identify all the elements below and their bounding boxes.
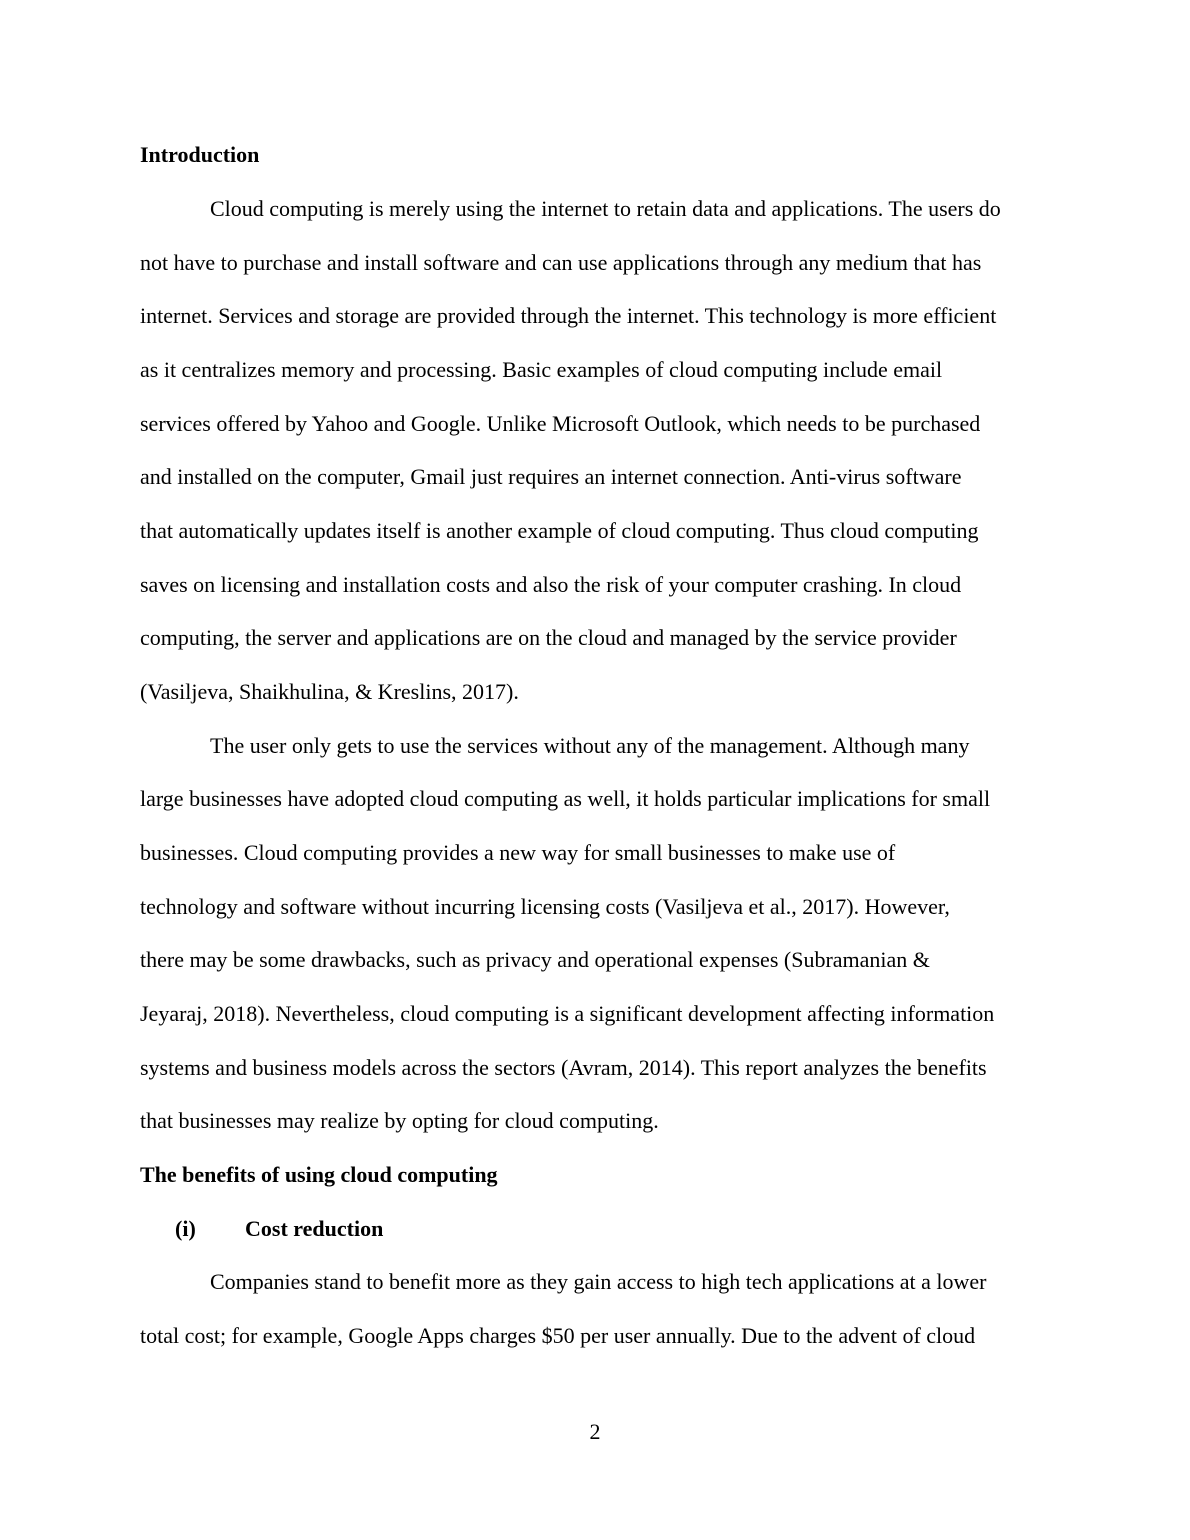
paragraph-line: there may be some drawbacks, such as privacy and operational expenses (Subramanian & [140, 947, 930, 972]
paragraph-line: (Vasiljeva, Shaikhulina, & Kreslins, 2017). [140, 679, 519, 704]
subheading-cost-reduction: Cost reduction [245, 1216, 384, 1241]
paragraph-line: The user only gets to use the services without any of the management. Although many [210, 733, 970, 758]
paragraph-line: systems and business models across the sectors (Avram, 2014). This report analyzes the benefits [140, 1055, 987, 1080]
paragraph-line: computing, the server and applications are on the cloud and managed by the service provider [140, 625, 957, 650]
paragraph-line: and installed on the computer, Gmail just requires an internet connection. Anti-virus software [140, 464, 962, 489]
paragraph-line: that automatically updates itself is another example of cloud computing. Thus cloud computing [140, 518, 979, 543]
subheading-number: (i) [175, 1216, 196, 1241]
heading-benefits: The benefits of using cloud computing [140, 1162, 498, 1187]
paragraph-line: services offered by Yahoo and Google. Unlike Microsoft Outlook, which needs to be purchased [140, 411, 981, 436]
paragraph-line: Jeyaraj, 2018). Nevertheless, cloud computing is a significant development affecting information [140, 1001, 995, 1026]
paragraph-line: internet. Services and storage are provided through the internet. This technology is more efficient [140, 303, 997, 328]
paragraph-line: not have to purchase and install software and can use applications through any medium that has [140, 250, 982, 275]
paragraph-line: total cost; for example, Google Apps charges $50 per user annually. Due to the advent of cloud [140, 1323, 976, 1348]
paragraph-line: as it centralizes memory and processing. Basic examples of cloud computing include email [140, 357, 943, 382]
paragraph-line: saves on licensing and installation costs and also the risk of your computer crashing. In cloud [140, 572, 962, 597]
paragraph-line: large businesses have adopted cloud computing as well, it holds particular implications for small [140, 786, 991, 811]
paragraph-line: Cloud computing is merely using the internet to retain data and applications. The users do [210, 196, 1001, 221]
heading-introduction: Introduction [140, 142, 260, 167]
paragraph-line: that businesses may realize by opting for cloud computing. [140, 1108, 659, 1133]
paragraph-line: businesses. Cloud computing provides a new way for small businesses to make use of [140, 840, 896, 865]
page-number: 2 [589, 1419, 601, 1444]
paragraph-line: Companies stand to benefit more as they gain access to high tech applications at a lower [210, 1269, 987, 1294]
paragraph-line: technology and software without incurring licensing costs (Vasiljeva et al., 2017). However, [140, 894, 950, 919]
